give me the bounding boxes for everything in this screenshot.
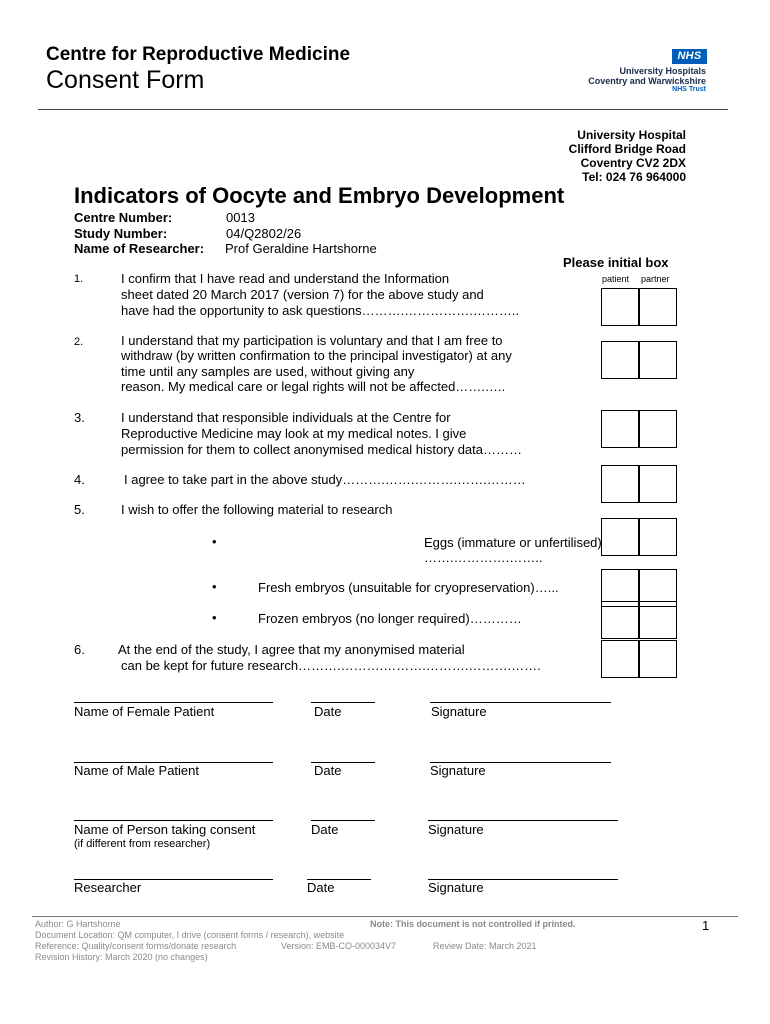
footer-review: Review Date: March 2021: [433, 941, 537, 951]
item-2-line: withdraw (by written confirmation to the principal investigator) at any: [121, 348, 512, 363]
page-number: 1: [702, 918, 710, 933]
item-2-line: I understand that my participation is voluntary and that I am free to: [121, 333, 503, 348]
signature-label: Signature: [430, 763, 486, 778]
org-name: Centre for Reproductive Medicine: [46, 44, 351, 65]
date-label: Date: [311, 822, 339, 837]
eggs-dots: …….………….……..: [424, 550, 543, 565]
address-line-2: Clifford Bridge Road: [568, 142, 686, 156]
initial-box-patient[interactable]: [601, 465, 639, 503]
footer-location: Document Location: QM computer, I drive (consent forms / research), website: [35, 930, 345, 940]
item-6-line: At the end of the study, I agree that my anonymised material: [118, 642, 465, 657]
address-line-3: Coventry CV2 2DX: [580, 156, 686, 170]
initial-box-patient[interactable]: [601, 288, 639, 326]
footer-note: Note: This document is not controlled if printed.: [370, 919, 576, 929]
item-2-line: time until any samples are used, without giving any: [121, 364, 415, 379]
item-number: 4.: [74, 472, 85, 487]
initial-box-partner[interactable]: [639, 601, 677, 639]
date-label: Date: [307, 880, 335, 895]
study-number-label: Study Number:: [74, 226, 168, 241]
initial-box-patient[interactable]: [601, 640, 639, 678]
item-4-text: I agree to take part in the above study……….…….……….…….………: [124, 472, 526, 487]
item-5-text: I wish to offer the following material to research: [121, 502, 393, 517]
item-1-line: sheet dated 20 March 2017 (version 7) for the above study and: [121, 287, 484, 302]
fresh-embryos-text: Fresh embryos (unsuitable for cryopreservation)…...: [258, 580, 559, 595]
item-3-line: Reproductive Medicine may look at my medical notes. I give: [121, 426, 467, 441]
date-label: Date: [314, 763, 342, 778]
col-partner: partner: [641, 274, 670, 284]
item-number: 2.: [74, 336, 84, 348]
researcher-sign-label: Researcher: [74, 880, 142, 895]
date-label: Date: [314, 704, 342, 719]
item-number: 3.: [74, 410, 85, 425]
study-number-value: 04/Q2802/26: [226, 226, 302, 241]
initial-box-patient[interactable]: [601, 601, 639, 639]
footer-divider: [32, 916, 738, 917]
logo-line-1: University Hospitals: [619, 66, 706, 76]
footer-version: Version: EMB-CO-000034V7: [281, 941, 397, 951]
date-line[interactable]: [311, 820, 375, 821]
item-number: 1.: [74, 273, 84, 285]
researcher-value: Prof Geraldine Hartshorne: [225, 241, 377, 256]
consent-taker-label: Name of Person taking consent: [74, 822, 256, 837]
initial-box-partner[interactable]: [639, 288, 677, 326]
item-3-line: permission for them to collect anonymised medical history data………: [121, 442, 522, 457]
item-1-line: have had the opportunity to ask questions……….…………….………..: [121, 303, 520, 318]
female-patient-label: Name of Female Patient: [74, 704, 215, 719]
initial-box-patient[interactable]: [601, 410, 639, 448]
item-6-line: can be kept for future research……….……….……….……….……….…….: [121, 658, 541, 673]
eggs-text: Eggs (immature or unfertilised): [424, 535, 602, 550]
please-initial-heading: Please initial box: [563, 255, 669, 270]
item-3-line: I understand that responsible individuals at the Centre for: [121, 410, 451, 425]
initial-box-patient[interactable]: [601, 518, 639, 556]
male-patient-label: Name of Male Patient: [74, 763, 200, 778]
bullet: •: [212, 534, 217, 549]
item-number: 5.: [74, 502, 85, 517]
centre-number-value: 0013: [226, 210, 255, 225]
centre-number-label: Centre Number:: [74, 210, 173, 225]
footer-author: Author: G Hartshorne: [35, 919, 121, 929]
signature-line[interactable]: [428, 820, 618, 821]
initial-box-partner[interactable]: [639, 341, 677, 379]
consent-taker-note: (if different from researcher): [74, 838, 211, 850]
signature-label: Signature: [431, 704, 487, 719]
initial-box-partner[interactable]: [639, 465, 677, 503]
initial-box-partner[interactable]: [639, 518, 677, 556]
signature-label: Signature: [428, 880, 484, 895]
item-number: 6.: [74, 642, 85, 657]
footer-reference: Reference: Quality/consent forms/donate research: [35, 941, 237, 951]
initial-box-partner[interactable]: [639, 410, 677, 448]
item-1-line: I confirm that I have read and understand the Information: [121, 271, 450, 286]
col-patient: patient: [602, 274, 630, 284]
form-title: Consent Form: [46, 66, 205, 94]
initial-box-partner[interactable]: [639, 640, 677, 678]
header-divider: [38, 109, 728, 110]
frozen-embryos-text: Frozen embryos (no longer required)…………: [258, 611, 522, 626]
item-2-line: reason. My medical care or legal rights will not be affected…….…..: [121, 379, 506, 394]
researcher-label: Name of Researcher:: [74, 241, 205, 256]
name-line[interactable]: [74, 702, 273, 703]
footer-revision: Revision History: March 2020 (no changes): [35, 952, 208, 962]
name-line[interactable]: [74, 820, 273, 821]
date-line[interactable]: [311, 702, 375, 703]
address-line-1: University Hospital: [577, 128, 686, 142]
bullet: •: [212, 610, 217, 625]
logo-line-2: Coventry and Warwickshire: [588, 76, 706, 86]
initial-box-patient[interactable]: [601, 341, 639, 379]
study-title: Indicators of Oocyte and Embryo Development: [74, 183, 565, 208]
nhs-badge: NHS: [672, 49, 707, 64]
signature-label: Signature: [428, 822, 484, 837]
bullet: •: [212, 579, 217, 594]
logo-line-3: NHS Trust: [672, 86, 706, 93]
address-line-4: Tel: 024 76 964000: [582, 170, 686, 184]
signature-line[interactable]: [430, 702, 611, 703]
